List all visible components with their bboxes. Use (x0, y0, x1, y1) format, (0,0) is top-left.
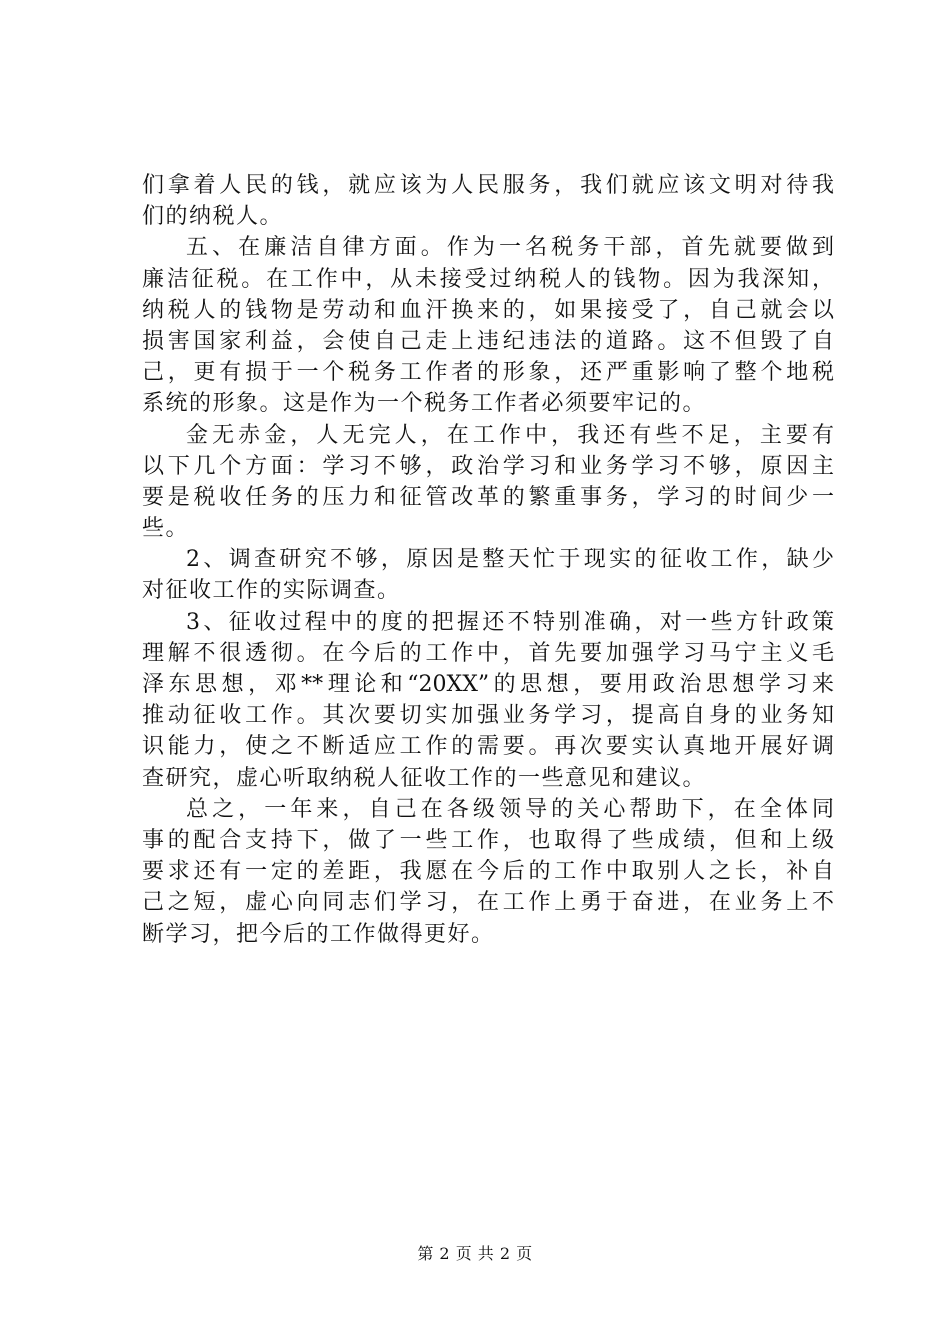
document-body (142, 170, 834, 950)
text-line: 己，更有损于一个税务工作者的形象，还严重影响了整个地税 (142, 360, 834, 386)
text-line: 己之短，虚心向同志们学习，在工作上勇于奋进，在业务上不 (142, 890, 834, 916)
text-line: 对征收工作的实际调查。 (142, 578, 401, 604)
text-line: 理解不很透彻。在今后的工作中，首先要加强学习马宁主义毛 (142, 640, 834, 666)
paragraph-first-line: 五、在廉洁自律方面。作为一名税务干部，首先就要做到 (186, 235, 834, 261)
paragraph-first-line: 3、征收过程中的度的把握还不特别准确，对一些方针政策 (186, 609, 834, 635)
page-number-footer: 第 2 页 共 2 页 (417, 1244, 533, 1263)
text-line: 系统的形象。这是作为一个税务工作者必须要牢记的。 (142, 391, 707, 417)
text-line: 纳税人的钱物是劳动和血汗换来的，如果接受了，自己就会以 (142, 297, 834, 323)
text-line: 以下几个方面：学习不够，政治学习和业务学习不够，原因主 (142, 453, 834, 479)
text-line: 们拿着人民的钱，就应该为人民服务，我们就应该文明对待我 (142, 173, 834, 198)
text-line: 识能力，使之不断适应工作的需要。再次要实认真地开展好调 (142, 734, 834, 760)
text-line: 损害国家利益，会使自己走上违纪违法的道路。这不但毁了自 (142, 328, 834, 354)
text-line: 推动征收工作。其次要切实加强业务学习，提高自身的业务知 (142, 703, 834, 729)
text-line: 些。 (142, 516, 190, 542)
text-line: 要求还有一定的差距，我愿在今后的工作中取别人之长，补自 (142, 859, 834, 885)
text-line: 廉洁征税。在工作中，从未接受过纳税人的钱物。因为我深知， (142, 266, 834, 292)
paragraph-first-line: 总之，一年来，自己在各级领导的关心帮助下，在全体同 (186, 796, 834, 822)
text-line: 泽东思想，邓**理论和“20XX”的思想，要用政治思想学习来 (142, 672, 834, 697)
paragraph-first-line: 金无赤金，人无完人，在工作中，我还有些不足，主要有 (186, 422, 834, 448)
text-line: 要是税收任务的压力和征管改革的繁重事务，学习的时间少一 (142, 484, 834, 510)
text-line: 们的纳税人。 (142, 204, 284, 230)
text-line: 查研究，虚心听取纳税人征收工作的一些意见和建议。 (142, 765, 707, 791)
text-line: 断学习，把今后的工作做得更好。 (142, 921, 495, 947)
text-line: 事的配合支持下，做了一些工作，也取得了些成绩，但和上级 (142, 827, 834, 853)
paragraph-first-line: 2、调查研究不够，原因是整天忙于现实的征收工作，缺少 (186, 547, 834, 573)
